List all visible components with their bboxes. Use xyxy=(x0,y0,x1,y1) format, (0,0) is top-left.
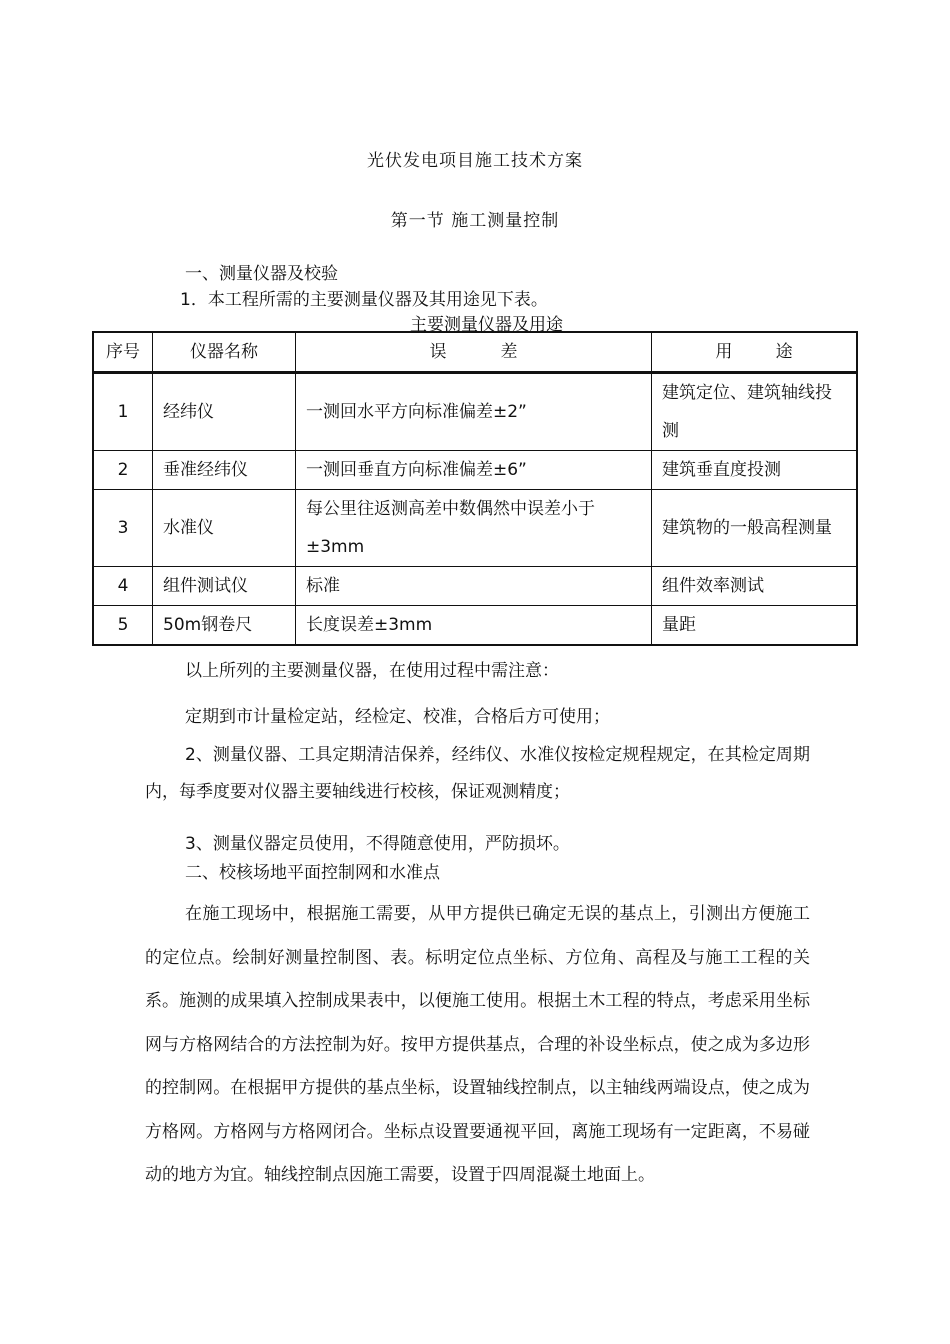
note-intro: 以上所列的主要测量仪器，在使用过程中需注意： xyxy=(185,661,559,681)
table-caption: 主要测量仪器及用途 xyxy=(410,315,563,335)
paragraph-control-network: 在施工现场中，根据施工需要，从甲方提供已确定无误的基点上，引测出方便施工的定位点。绘制好测量控制图、表。标明定位点坐标、方位角、高程及与施工工程的关系。施测的成果填入控制成果表中，以便施工使用。根据土木工程的特点，考虑采用坐标网与方格网结合的方法控制为好。按甲方提供基点，合理的补设坐标点，使之成为多边形的控制网。在根据甲方提供的基点坐标，设置轴线控制点，以主轴线两端设点，使之成为方格网。方格网与方格网闭合。坐标点设置要通视平回，离施工现场有一定距离，不易碰动的地方为宜。轴线控制点因施工需要，设置于四周混凝土地面上。 xyxy=(145,904,810,1185)
row-no: 4 xyxy=(93,567,153,606)
row-no: 5 xyxy=(93,606,153,646)
note-3: 3、测量仪器定员使用，不得随意使用，严防损坏。 xyxy=(185,834,570,854)
row-usage: 建筑物的一般高程测量 xyxy=(652,490,858,567)
row-error: 一测回垂直方向标准偏差±6” xyxy=(296,451,652,490)
row-no: 2 xyxy=(93,451,153,490)
row-error: 一测回水平方向标准偏差±2” xyxy=(296,373,652,451)
row-no: 1 xyxy=(93,373,153,451)
header-error: 误 差 xyxy=(296,332,652,373)
row-name: 经纬仪 xyxy=(153,373,296,451)
row-no: 3 xyxy=(93,490,153,567)
row-name: 组件测试仪 xyxy=(153,567,296,606)
header-usage: 用 途 xyxy=(652,332,858,373)
header-no: 序号 xyxy=(93,332,153,373)
heading-instruments: 一、测量仪器及校验 xyxy=(185,264,338,284)
row-error: 长度误差±3mm xyxy=(296,606,652,646)
table-row xyxy=(93,606,857,646)
instrument-table xyxy=(92,331,858,646)
row-usage: 建筑垂直度投测 xyxy=(652,451,858,490)
row-name: 垂准经纬仪 xyxy=(153,451,296,490)
table-row xyxy=(93,490,857,567)
table-row xyxy=(93,567,857,606)
document-title: 光伏发电项目施工技术方案 xyxy=(367,151,583,171)
section-title: 第一节 施工测量控制 xyxy=(390,211,560,231)
item-intro: 1．本工程所需的主要测量仪器及其用途见下表。 xyxy=(180,290,548,310)
heading-control-network: 二、校核场地平面控制网和水准点 xyxy=(185,863,440,883)
header-name: 仪器名称 xyxy=(153,332,296,373)
row-name: 50m钢卷尺 xyxy=(153,606,296,646)
table-row xyxy=(93,451,857,490)
row-usage: 组件效率测试 xyxy=(652,567,858,606)
row-error: 每公里往返测高差中数偶然中误差小于±3mm xyxy=(296,490,652,567)
table-header-row xyxy=(93,332,857,373)
note-2: 2、测量仪器、工具定期清洁保养，经纬仪、水准仪按检定规程规定，在其检定周期内，每季度要对仪器主要轴线进行校核，保证观测精度； xyxy=(145,745,810,802)
row-usage: 建筑定位、建筑轴线投测 xyxy=(652,373,858,451)
row-usage: 量距 xyxy=(652,606,858,646)
note-1: 定期到市计量检定站，经检定、校准，合格后方可使用； xyxy=(185,707,610,727)
row-error: 标准 xyxy=(296,567,652,606)
table-row xyxy=(93,373,857,451)
row-name: 水准仪 xyxy=(153,490,296,567)
